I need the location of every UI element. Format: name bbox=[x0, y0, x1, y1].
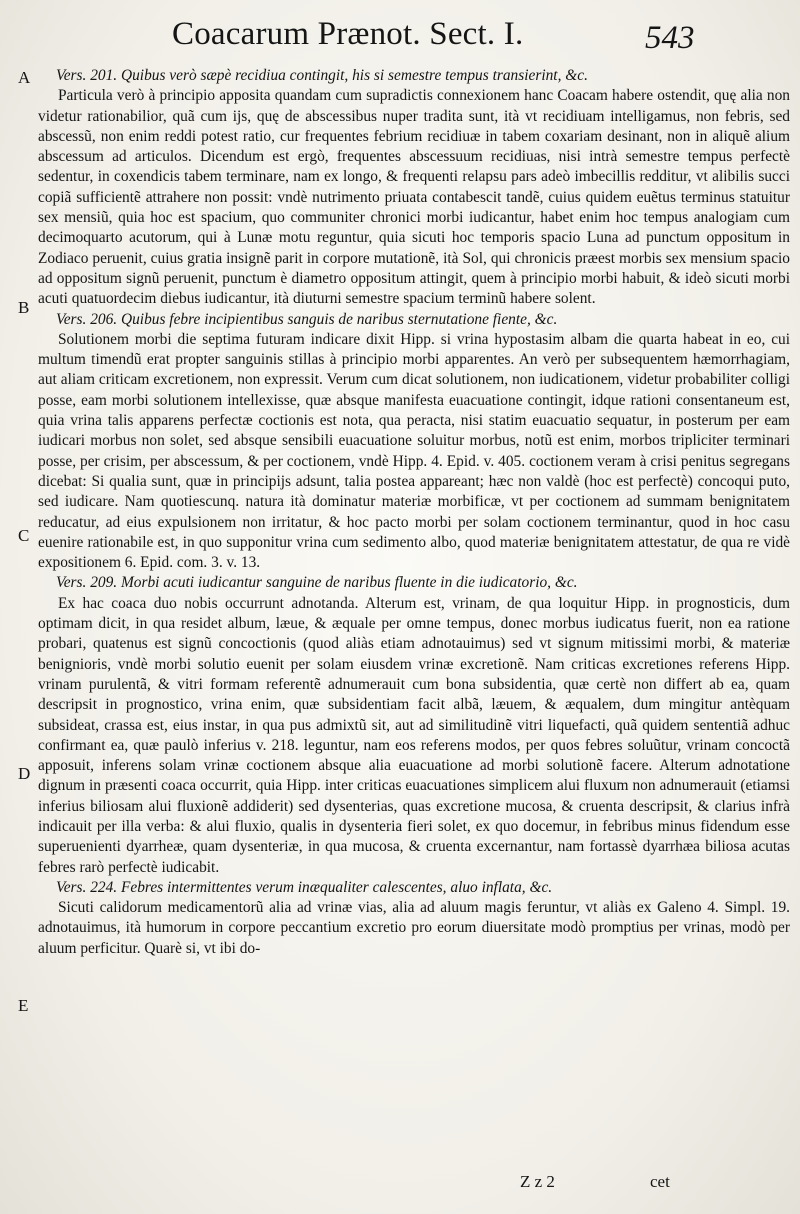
verse-heading-224: Vers. 224. Febres intermittentes verum inæqualiter calescentes, aluo inflata, &c. bbox=[56, 878, 553, 896]
page-footer bbox=[0, 1172, 800, 1202]
verse-heading-209: Vers. 209. Morbi acuti iudicantur sanguine de naribus fluente in die iudicatorio, &c. bbox=[56, 574, 578, 592]
margin-letter-b: B bbox=[18, 298, 30, 317]
margin-letter-d: D bbox=[18, 764, 31, 783]
verse-heading-206: Vers. 206. Quibus febre incipientibus sanguis de naribus sternutatione fiente, &c. bbox=[56, 310, 558, 328]
verse-heading-201: Vers. 201. Quibus verò sæpè recidiua contingit, his si semestre tempus transierint, &c. bbox=[56, 67, 588, 84]
catchword: cet bbox=[650, 1172, 670, 1191]
commentary-paragraph: Particula verò à principio apposita quandam cum supradictis connexionem hanc Coacam habere ostendit, quę alia non videtur rationabilior, quã cum ijs, quę de abscessibus nuper tradita sunt, ità vt recidiuam intelligamus, non febris, sed abscessũ, non enim reddi potest ratio, cur frequentes febrium recidiuæ in tabem coxariam desinant, non in aliquẽ alium abscessum ad articulos. Dicendum est ergò, frequentes abscessuum recidiuas, nisi intrà semestre tempus perfectè sedentur, in coxendicis tabem terminare, nam ex longo, & frequenti relapsu pars adeò imbecillis redditur, vt alibilis succi copiã sufficientẽ attrahere non possit: vndè nutrimento priuata contabescit tandẽ, cuius quidem euẽtus terminus statuitur sex mensiũ, quia hoc est spacium, quo communiter chronici morbi iudicantur, habet enim hoc tempus analogiam cum decimoquarto acutorum, qui à Lunæ motu reguntur, quia sicuti hoc temporis spacio Luna ad punctum oppositum in Zodiaco peruenit, cuius gratia insignẽ parit in corpore mutationẽ, ità Sol, qui chronicis præest morbis sex mensium spacio ad oppositum signũ peruenit, punctum è diametro oppositum attingit, quem à principio morbi habuit, & ideò sicuti morbi acuti quatuordecim diebus iudicantur, ità diuturni semestre spacium terminũ habere solent. bbox=[38, 87, 790, 308]
commentary-text bbox=[38, 66, 790, 959]
margin-letter-a: A bbox=[18, 68, 31, 87]
commentary-paragraph: Solutionem morbi die septima futuram indicare dixit Hipp. si vrina hypostasim albam die quarta habeat in eo, cui multum timendũ erat propter sanguinis stillas à principio morbi apparentes. An verò per subsequentem hæmorrhagiam, aut aliam criticam excretionem, non expressit. Verum cum dicat solutionem, non iudicationem, videtur probabiliter colligi posse, eam morbi solutionem intellexisse, quæ absque manifesta euacuatione contingit, idque rationi consentaneum est, quia vrina talis apparens perfectæ coctionis est nota, qua peracta, nisi statim euacuatio sequatur, in posterum per eam iudicari morbus non solet, sed absque sensibili euacuatione soluitur morbus, notũ est enim, morbos tripliciter terminari posse, per crisim, per abscessum, & per coctionem, vndè Hipp. 4. Epid. v. 405. coctionem veram à crisi penitus segregans dicebat: Si qualia sunt, quæ in principijs adsunt, talia postea appareant; hæc non valdè (hoc est perfectè) concoqui puto, sed iudicare. Nam quotiescunq. natura ità dominatur materiæ morbificæ, vt per coctionem ad summam benignitatem reducatur, ad eius expulsionem non irritatur, & hoc pacto morbi per solam coctionem terminantur, quod in hoc casu euenire rationabile est, in quo supponitur vrina cum sedimento albo, quod materiæ benignitatem attestatur, de qua re vidè expositionem 6. Epid. com. 3. v. 13. bbox=[38, 330, 790, 572]
running-head: Coacarum Prænot. Sect. I. bbox=[172, 16, 524, 52]
page-header bbox=[0, 14, 800, 62]
commentary-paragraph: Ex hac coaca duo nobis occurrunt adnotanda. Alterum est, vrinam, de qua loquitur Hipp. in prognosticis, dum optimam dicit, in qua residet album, læue, & æquale per omne tempus, donec morbus iudicatus fuerit, non ea ratione probari, quatenus est signũ concoctionis (quod aliàs etiam adnotauimus) sed vt signum mitissimi morbi, & materiæ benignioris, vndè morbi solutio euenit per solam eiusdem vrinæ excretionẽ. Nam criticas excretiones referens Hipp. vrinam purulentã, & vitri formam referentẽ adnumerauit cum bona subsidentia, quæ certè non differt ab ea, quam descripsit in prognostico, vrina enim, quæ subsidentiam facit albã, læuem, & æqualem, dum mingitur antèquam subsideat, crassa est, eius instar, in qua pus admixtũ sit, aut ad similitudinẽ vitri liquefacti, quã quidem sententiã adhuc confirmant ea, quæ paulò inferius v. 218. leguntur, nam eos referens modos, per quos febres soluũtur, vrinam concoctã apposuit, inferens solam vrinæ coctionem absque alia euacuatione ad morbi solutionẽ facere. Alterum adnotatione dignum in præsenti coaca occurrit, quia Hipp. inter criticas euacuationes simplicem alui fluxum non adnumerauit (etiamsi inferius biliosam alui fluxionẽ addiderit) sed dysenterias, quas excretione mucosa, & cruenta descripsit, & clarius infrà indicauit per illa verba: & alui fluxio, qualis in dysenteria fieri solet, ex quo docemur, in febribus minus fidendum esse superuenienti dyarrheæ, quam dysenteriæ, in qua mucosa, & cruenta excernantur, nam fortassè dyarrhæa biliosa acutas febres rarò perfectè iudicabit. bbox=[38, 594, 790, 876]
margin-letter-e: E bbox=[18, 996, 29, 1015]
signature-mark: Z z 2 bbox=[520, 1172, 555, 1191]
margin-letter-c: C bbox=[18, 526, 30, 545]
page-number: 543 bbox=[645, 20, 695, 56]
commentary-paragraph: Sicuti calidorum medicamentorũ alia ad vrinæ vias, alia ad aluum magis feruntur, vt aliàs ex Galeno 4. Simpl. 19. adnotauimus, ità humorum in corpore peccantium excretio pro eorum diuersitate modò promptius per vrinas, modò per aluum perficitur. Quarè si, vt ibi do- bbox=[38, 899, 790, 957]
